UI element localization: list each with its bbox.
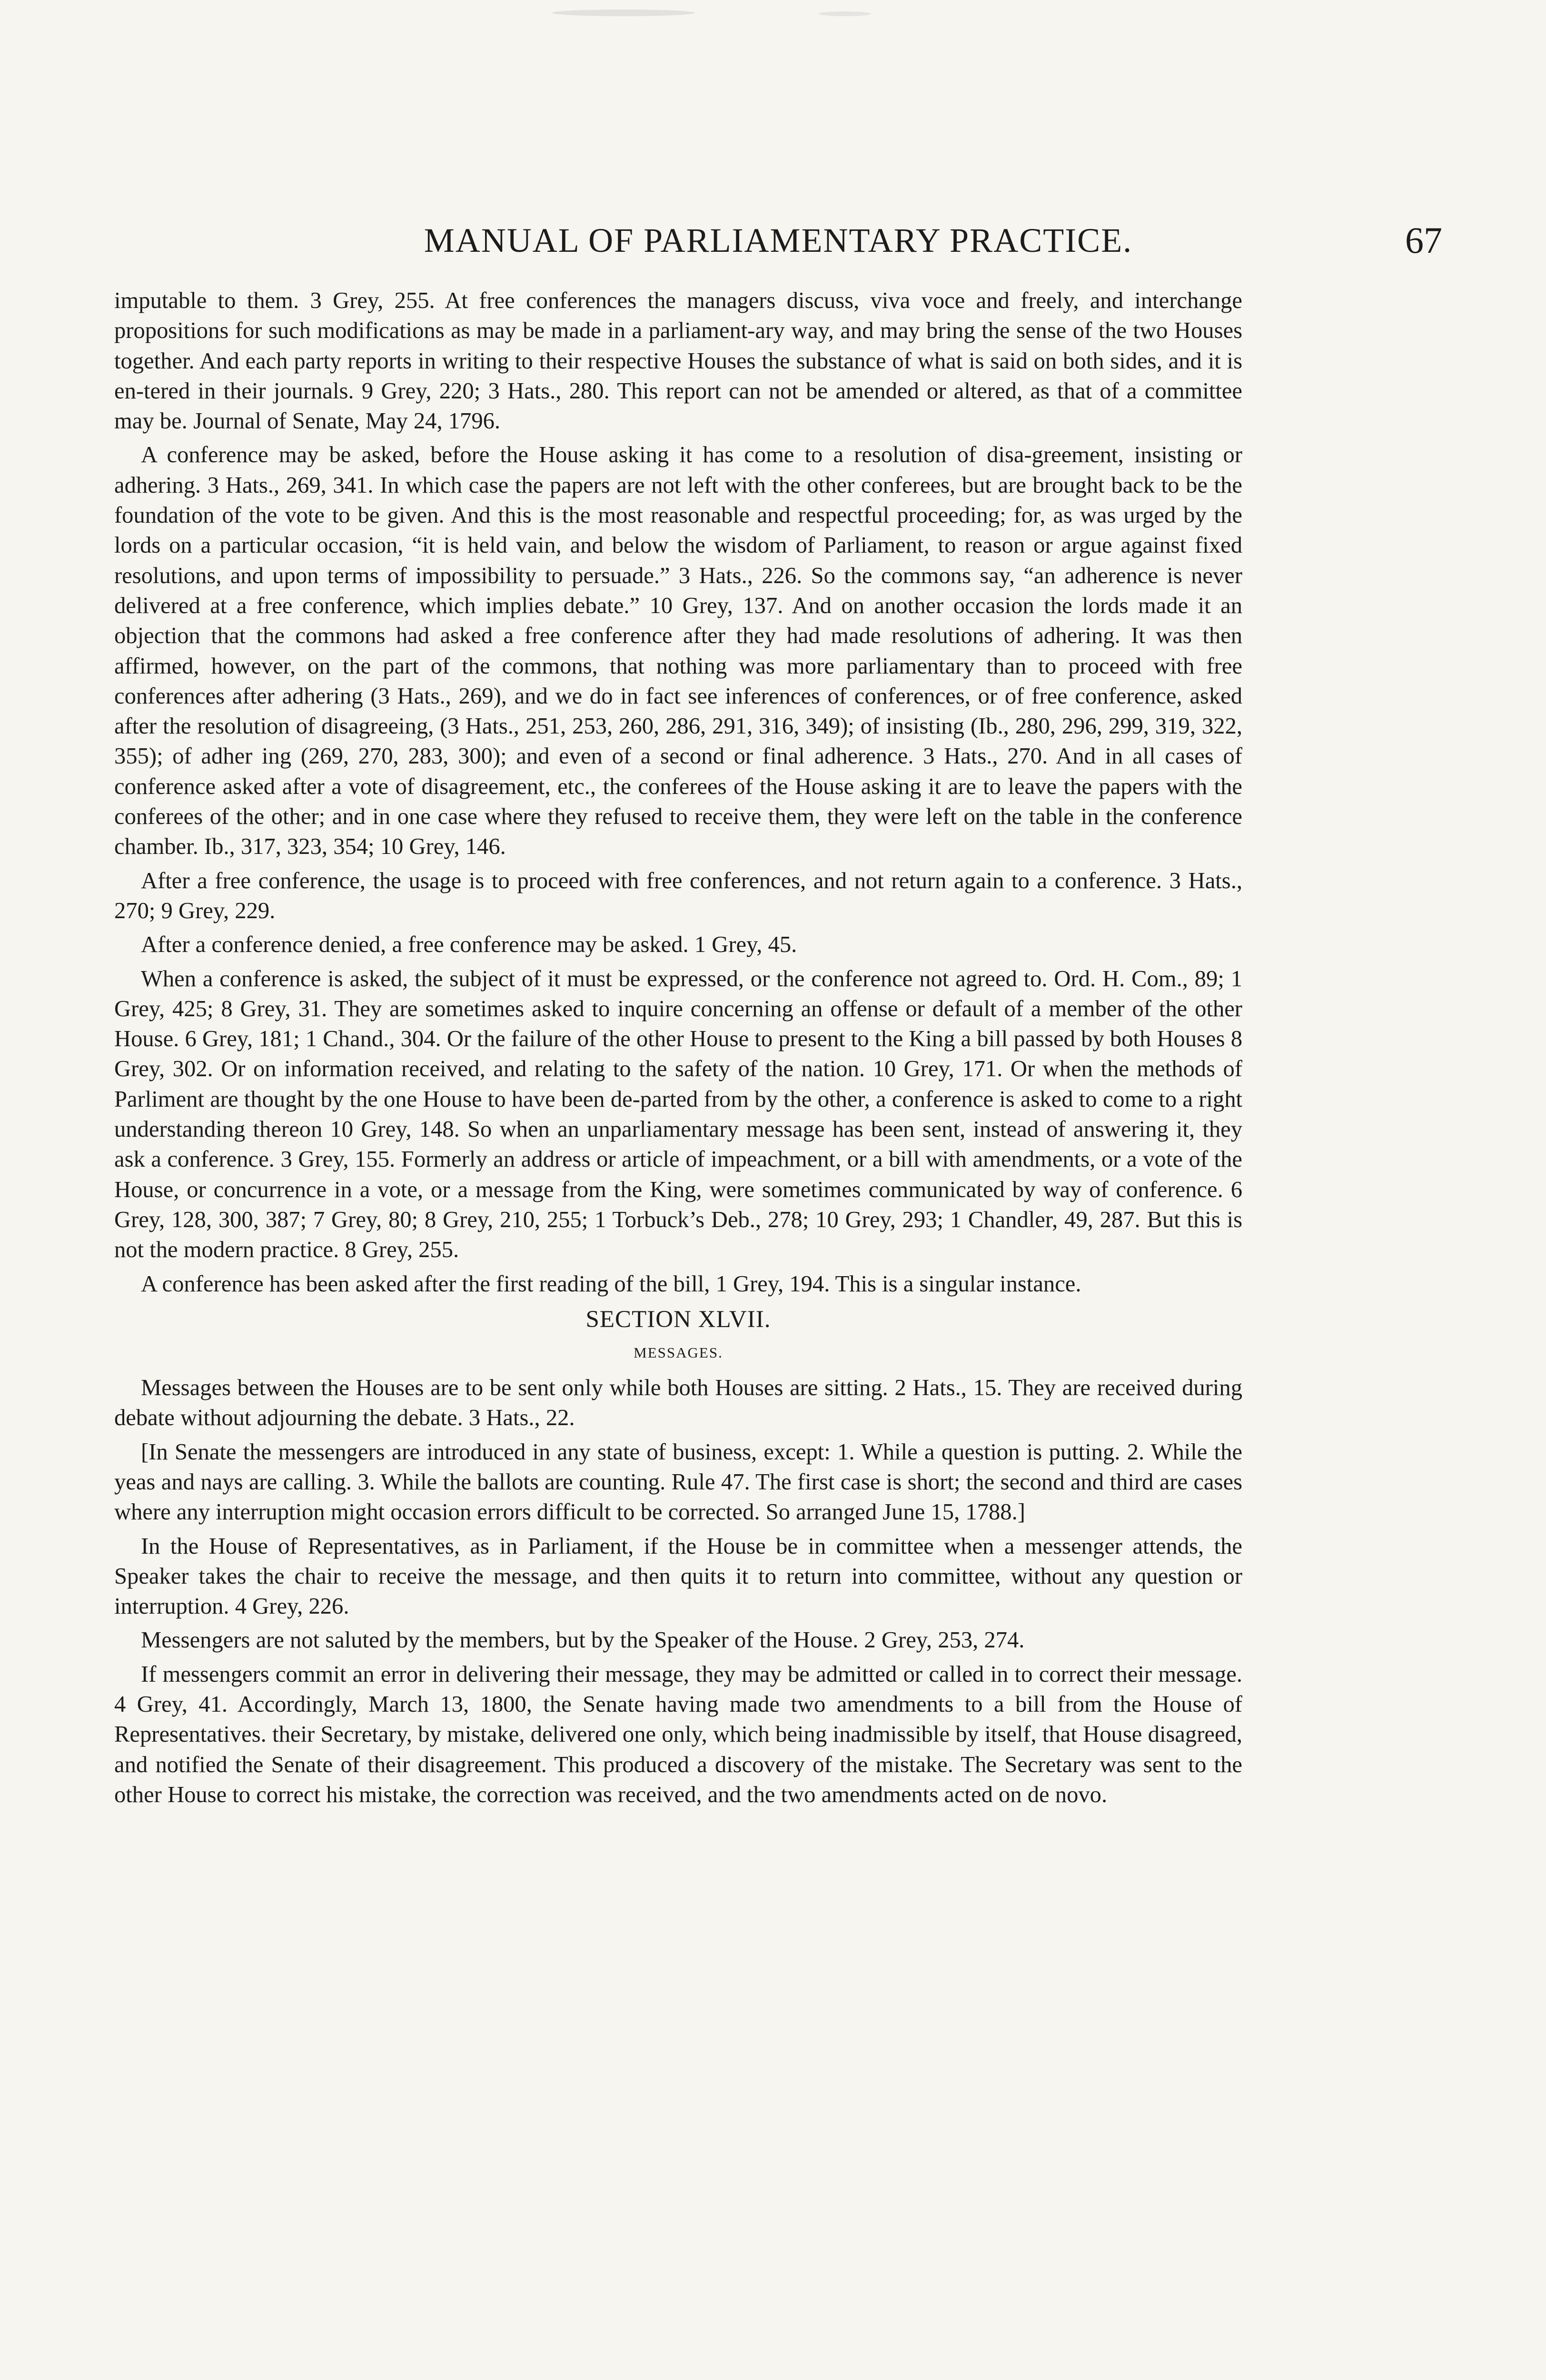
paragraph: If messengers commit an error in delivering their message, they may be admitted or called in to correct their message. 4 Grey, 41. Accordingly, March 13, 1800, the Senate having made two amendments to a bill from the House of Representatives. their Secretary, by mistake, delivered one only, which being inadmissible by itself, that House disagreed, and notified the Senate of their disagreement. This produced a discovery of the mistake. The Secretary was sent to the other House to correct his mistake, the correction was received, and the two amendments acted on de novo. xyxy=(114,1661,1242,1807)
scan-artifact xyxy=(819,11,871,16)
scan-artifact xyxy=(552,10,695,16)
page-body xyxy=(114,286,1242,1814)
page-number: 67 xyxy=(1405,219,1442,261)
section-subtitle: MESSAGES. xyxy=(634,1344,723,1361)
paragraph: Messengers are not saluted by the members, but by the Speaker of the House. 2 Grey, 253, 274. xyxy=(141,1627,1025,1653)
paragraph: A conference may be asked, before the House asking it has come to a resolution of disa-greement, insisting or adhering. 3 Hats., 269, 341. In which case the papers are not left with the other conferees, but are brought back to be the foundation of the vote to be given. And this is the most reasonable and respectful proceeding; for, as was urged by the lords on a particular occasion, “it is held vain, and below the wisdom of Parliament, to reason or argue against fixed resolutions, and upon terms of impossibility to persuade.” 3 Hats., 226. So the commons say, “an adherence is never delivered at a free conference, which implies debate.” 10 Grey, 137. And on another occasion the lords made it an objection that the commons had asked a free conference after they had made resolutions of adhering. It was then affirmed, however, on the part of the commons, that nothing was more parliamentary than to proceed with free conferences after adhering (3 Hats., 269), and we do in fact see inferences of conferences, or of free conference, asked after the resolution of disagreeing, (3 Hats., 251, 253, 260, 286, 291, 316, 349); of insisting (Ib., 280, 296, 299, 319, 322, 355); of adher ing (269, 270, 283, 300); and even of a second or final adherence. 3 Hats., 270. And in all cases of conference asked after a vote of disagreement, etc., the conferees of the House asking it are to leave the papers with the conferees of the other; and in one case where they refused to receive them, they were left on the table in the conference chamber. Ib., 317, 323, 354; 10 Grey, 146. xyxy=(114,442,1242,860)
paragraph: When a conference is asked, the subject of it must be expressed, or the conference not agreed to. Ord. H. Com., 89; 1 Grey, 425; 8 Grey, 31. They are sometimes asked to inquire concerning an offense or default of a member of the other House. 6 Grey, 181; 1 Chand., 304. Or the failure of the other House to present to the King a bill passed by both Houses 8 Grey, 302. Or on information received, and relating to the safety of the nation. 10 Grey, 171. Or when the methods of Parliment are thought by the one House to have been de-parted from by the other, a conference is asked to come to a right understanding thereon 10 Grey, 148. So when an unparliamentary message has been sent, instead of answering it, they ask a conference. 3 Grey, 155. Formerly an address or article of impeachment, or a bill with amendments, or a vote of the House, or concurrence in a vote, or a message from the King, were sometimes communicated by way of conference. 6 Grey, 128, 300, 387; 7 Grey, 80; 8 Grey, 210, 255; 1 Torbuck’s Deb., 278; 10 Grey, 293; 1 Chandler, 49, 287. But this is not the modern practice. 8 Grey, 255. xyxy=(114,965,1242,1263)
paragraph: Messages between the Houses are to be sent only while both Houses are sitting. 2 Hats., 15. They are received during debate without adjourning the debate. 3 Hats., 22. xyxy=(114,1375,1242,1431)
paragraph: After a free conference, the usage is to proceed with free conferences, and not return again to a conference. 3 Hats., 270; 9 Grey, 229. xyxy=(114,867,1242,923)
section-title: SECTION XLVII. xyxy=(585,1306,771,1333)
running-head: MANUAL OF PARLIAMENTARY PRACTICE. xyxy=(424,221,1133,259)
paragraph: In the House of Representatives, as in Parliament, if the House be in committee when a messenger attends, the Speaker takes the chair to receive the message, and then quits it to return into committee, without any question or interruption. 4 Grey, 226. xyxy=(114,1533,1242,1619)
paragraph: A conference has been asked after the first reading of the bill, 1 Grey, 194. This is a singular instance. xyxy=(141,1270,1081,1297)
page-header xyxy=(114,217,1442,264)
paragraph: After a conference denied, a free conference may be asked. 1 Grey, 45. xyxy=(141,932,797,958)
paragraph: [In Senate the messengers are introduced in any state of business, except: 1. While a question is putting. 2. While the yeas and nays are calling. 3. While the ballots are counting. Rule 47. The first case is short; the second and third are cases where any interruption might occasion errors difficult to be corrected. So arranged June 15, 1788.] xyxy=(114,1438,1242,1525)
paragraph: imputable to them. 3 Grey, 255. At free conferences the managers discuss, viva voce and freely, and interchange propositions for such modifications as may be made in a parliament-ary way, and may bring the sense of the two Houses together. And each party reports in writing to their respective Houses the substance of what is said on both sides, and it is en-tered in their journals. 9 Grey, 220; 3 Hats., 280. This report can not be amended or altered, as that of a committee may be. Journal of Senate, May 24, 1796. xyxy=(114,288,1242,434)
